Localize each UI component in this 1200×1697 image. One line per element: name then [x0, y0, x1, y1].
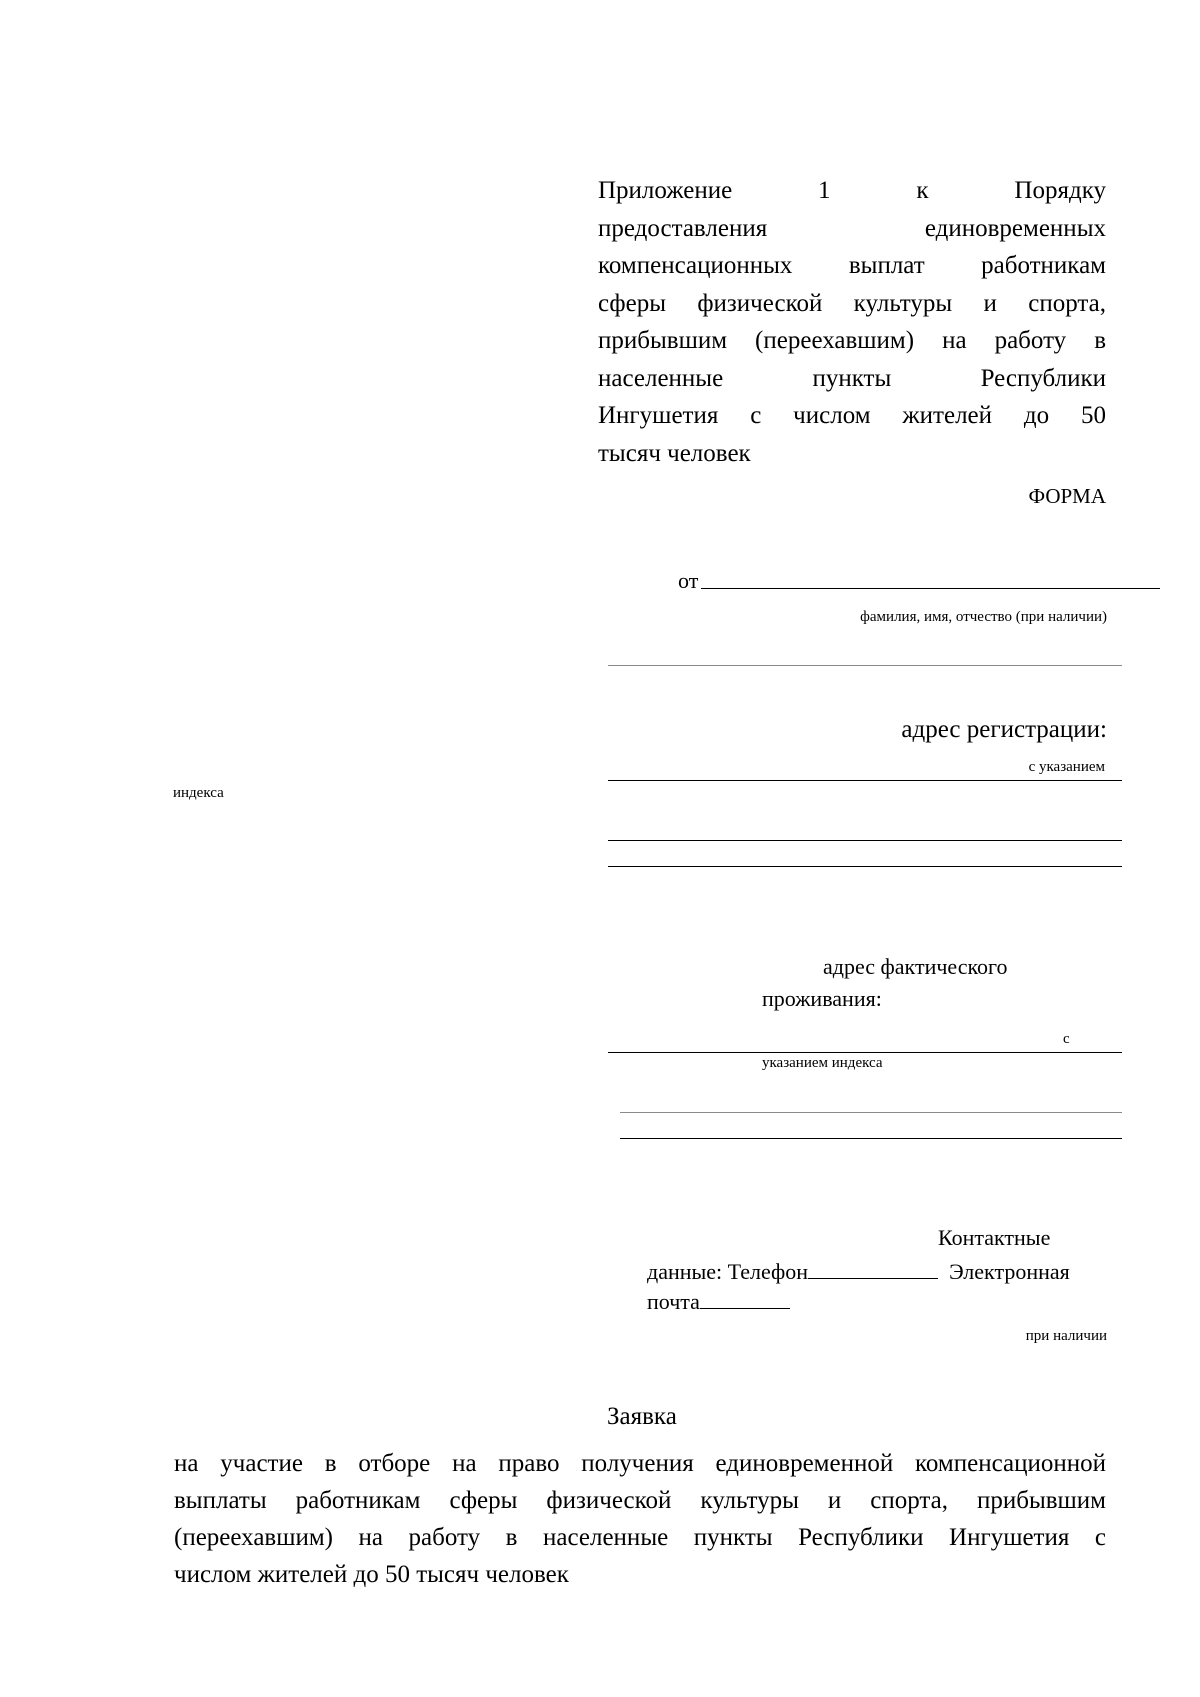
appendix-header — [598, 172, 1106, 472]
registration-line-2[interactable] — [608, 840, 1122, 841]
appendix-line: сферы физической культуры и спорта, — [598, 289, 1106, 317]
application-title: Заявка — [607, 1403, 677, 1430]
from-label: от — [678, 568, 699, 593]
residence-line-3[interactable] — [620, 1138, 1122, 1139]
application-line: числом жителей до 50 тысяч человек — [174, 1561, 569, 1588]
contacts-phone-row — [647, 1258, 1070, 1283]
registration-caption-right: с указанием — [1028, 759, 1105, 775]
residence-label-line1: адрес фактического — [823, 954, 1008, 979]
contacts-label: Контактные — [938, 1225, 1051, 1250]
from-name-line[interactable] — [701, 588, 1160, 589]
residence-caption-right: с — [1063, 1031, 1070, 1047]
residence-label-line2: проживания: — [762, 986, 882, 1011]
appendix-line: компенсационных выплат работникам — [598, 252, 1106, 279]
appendix-line: предоставления единовременных — [598, 214, 1106, 242]
residence-line-1[interactable] — [608, 1052, 1122, 1053]
registration-line-1[interactable] — [608, 780, 1122, 781]
phone-field[interactable] — [808, 1258, 938, 1279]
email-label-part: Электронная — [949, 1259, 1070, 1284]
application-text — [174, 1445, 1106, 1593]
phone-label: данные: Телефон — [647, 1259, 809, 1284]
application-line: выплаты работникам сферы физической культуры и спорта, прибывшим — [174, 1487, 1106, 1514]
contacts-caption: при наличии — [1025, 1328, 1107, 1344]
application-line: на участие в отборе на право получения единовременной компенсационной — [174, 1450, 1106, 1477]
email-label: почта — [647, 1289, 700, 1314]
appendix-line: Ингушетия с числом жителей до 50 — [598, 402, 1106, 429]
residence-caption-below: указанием индекса — [762, 1055, 883, 1071]
registration-line-3[interactable] — [608, 866, 1122, 867]
residence-line-2[interactable] — [620, 1112, 1122, 1113]
application-line: (переехавшим) на работу в населенные пункты Республики Ингушетия с — [174, 1524, 1106, 1551]
from-name-line-2[interactable] — [608, 665, 1122, 666]
form-label: ФОРМА — [1028, 484, 1106, 508]
appendix-line: населенные пункты Республики — [598, 364, 1106, 392]
appendix-line: тысяч человек — [598, 439, 751, 467]
appendix-line: Приложение 1 к Порядку — [598, 177, 1106, 204]
registration-label: адрес регистрации: — [901, 716, 1107, 743]
appendix-line: прибывшим (переехавшим) на работу в — [598, 327, 1106, 354]
email-field[interactable] — [700, 1288, 790, 1309]
from-caption: фамилия, имя, отчество (при наличии) — [860, 609, 1107, 625]
contacts-email-row — [647, 1288, 790, 1313]
registration-caption-left: индекса — [173, 785, 224, 801]
